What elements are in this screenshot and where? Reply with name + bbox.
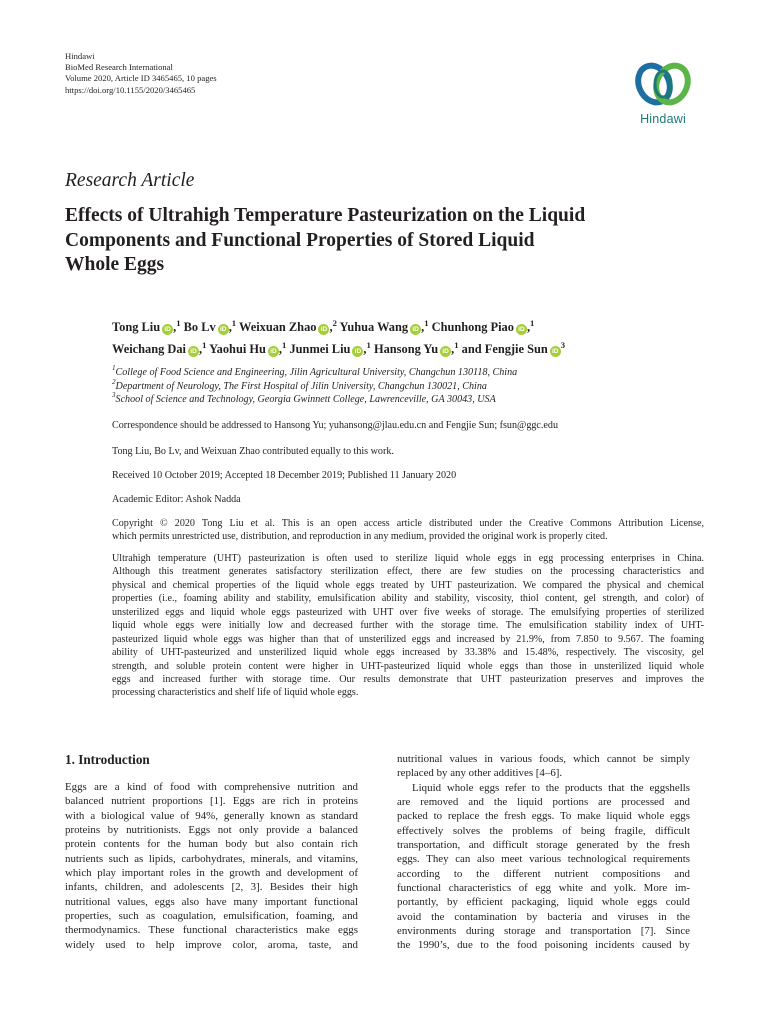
affiliations [112, 366, 712, 407]
article-type: Research Article [65, 170, 195, 191]
affiliation-item [112, 366, 712, 380]
body-line: infants, children, and adolescents [2, 3]. Besides their high [65, 881, 358, 894]
body-line: nutritional values in various foods, which cannot be simply [397, 753, 690, 765]
author-conjunction: and [461, 341, 485, 356]
hindawi-rings-icon [632, 58, 694, 110]
author-name[interactable]: Weixuan Zhao [239, 320, 317, 334]
orcid-icon[interactable]: iD [410, 324, 421, 335]
orcid-icon[interactable]: iD [516, 324, 527, 335]
body-line: properties, such as coagulation, emulsification, foaming, and [65, 910, 358, 923]
author-affiliation-sup: 1 [202, 339, 207, 350]
author-name[interactable]: Hansong Yu [373, 341, 439, 356]
author-name[interactable]: Junmei Liu [289, 341, 351, 356]
abstract-line: physical and chemical properties of the liquid whole eggs treated by UHT pasteurization. We compared the physical and chemical [112, 579, 704, 591]
orcid-icon[interactable]: iD [550, 346, 561, 357]
volume-info: Volume 2020, Article ID 3465465, 10 pages [65, 73, 217, 84]
body-line: according to the different nutrient compositions and [397, 867, 690, 880]
author-affiliation-sup: 1 [231, 318, 237, 328]
body-line: eggs. They can also meet various technological requirements [397, 853, 690, 866]
affiliation-item [112, 377, 712, 394]
body-line: proteins by nutritionists. Eggs not only provide a balanced [65, 824, 358, 837]
author-affiliation-sup: 2 [332, 318, 337, 328]
abstract-line: Ultrahigh temperature (UHT) pasteurization is often used to sterilize liquid whole eggs in egg processing enterprises in China. [112, 553, 704, 564]
copyright-line: Copyright © 2020 Tong Liu et al. This is an open access article distributed under the Creative Commons Attribution License, [112, 518, 704, 529]
body-line: thermodynamics. These functional characteristics make eggs [65, 924, 358, 937]
body-line: avoid the contamination by bacteria and viruses in the [397, 910, 690, 923]
affiliation-number: 3 [112, 391, 116, 400]
orcid-icon[interactable]: iD [352, 346, 363, 357]
author-name[interactable]: Yaohui Hu [209, 341, 266, 356]
body-line: the 1990’s, due to the food poisoning incidents caused by [397, 939, 690, 952]
body-line: are removed and the liquid portions are processed and [397, 796, 690, 809]
copyright-statement [112, 517, 704, 544]
affiliation-text: College of Food Science and Engineering, Jilin Agricultural University, Changchun 130118, China [115, 367, 518, 378]
hindawi-logo [628, 58, 698, 138]
article-title [65, 204, 715, 278]
orcid-icon[interactable]: iD [268, 346, 279, 357]
author-line: Weichang Dai iD ,$^1$ Yaohui Hu iD ,$^1$ Junmei Liu iD ,$^1$ Hansong Yu iD ,$^1$ and Fengjie Sun $iD^3$ [112, 339, 566, 356]
affiliation-text: School of Science and Technology, Georgia Gwinnett College, Lawrenceville, GA 30043, USA [115, 394, 496, 406]
author-name[interactable]: Fengjie Sun [484, 341, 548, 356]
orcid-icon[interactable]: iD [218, 324, 229, 335]
equal-contribution-note: Tong Liu, Bo Lv, and Weixuan Zhao contributed equally to this work. [112, 446, 394, 457]
body-line: balanced nutrient proportions [1]. Eggs are rich in proteins [65, 795, 358, 808]
body-line: transportation, and difficult storage generated by the fresh [397, 839, 690, 852]
abstract-line: properties (i.e., foaming ability and stability, emulsification ability and stability, viscosity, thiol content, gel strength, and color) of [112, 593, 704, 605]
author-affiliation-sup: 1 [176, 318, 181, 328]
title-line: Whole Eggs [65, 254, 165, 275]
orcid-icon[interactable]: iD [188, 346, 199, 357]
correspondence-note: Correspondence should be addressed to Hansong Yu; yuhansong@jlau.edu.cn and Fengjie Sun; fsun@ggc.edu [112, 420, 558, 431]
section-heading: 1. Introduction [65, 752, 150, 767]
journal-name: BioMed Research International [65, 62, 173, 73]
author-name[interactable]: Chunhong Piao [431, 320, 514, 334]
orcid-icon[interactable]: iD [162, 324, 173, 335]
orcid-icon[interactable]: iD [440, 346, 451, 357]
body-line: replaced by any other additives [4–6]. [397, 767, 563, 780]
abstract-line: processing characteristics and shelf life of liquid whole eggs. [112, 687, 359, 699]
abstract-line: eggs and increased further with storage time. Our results demonstrate that UHT pasteurization preserves and improves the [112, 673, 704, 685]
abstract-line: pasteurized liquid whole eggs was higher than that of unsterilized eggs and increased by 21.9%, from 7.850 to 9.567. The foaming [112, 633, 704, 645]
publisher-name: Hindawi [65, 51, 95, 61]
journal-header [65, 51, 217, 96]
logo-text: Hindawi [640, 112, 686, 126]
abstract-line: strength, and soluble protein content were higher in UHT-pasteurized liquid whole eggs than those in unsterilized liquid whole [112, 660, 704, 672]
copyright-line: which permits unrestricted use, distribution, and reproduction in any medium, provided the original work is properly cited. [112, 531, 608, 543]
author-name[interactable]: Bo Lv [183, 320, 216, 334]
body-line: packed to replace the fresh eggs. To make liquid whole eggs [397, 810, 690, 823]
body-line: widely used to help improve color, aroma, taste, and [65, 938, 358, 951]
body-line: protein contents for the human body but also contain rich [65, 838, 358, 851]
body-line: effectively solves the problems of being fragile, difficult [397, 824, 690, 837]
author-name[interactable]: Weichang Dai [112, 341, 187, 356]
title-line: Components and Functional Properties of Stored Liquid [65, 229, 535, 251]
abstract [112, 552, 704, 700]
author-affiliation-sup: 3 [560, 339, 566, 350]
affiliation-item [112, 393, 712, 407]
body-line: Liquid whole eggs refer to the products that the eggshells [412, 781, 690, 794]
body-column-left [65, 780, 358, 952]
body-line: functional characteristics of egg white and yolk. More im- [397, 882, 690, 895]
title-line: Effects of Ultrahigh Temperature Pasteurization on the Liquid [65, 205, 586, 226]
affiliation-number: 2 [112, 377, 116, 386]
author-affiliation-sup: 1 [454, 339, 459, 350]
affiliation-text: Department of Neurology, The First Hospital of Jilin University, Changchun 130021, China [115, 380, 487, 392]
author-list [112, 317, 712, 360]
author-affiliation-sup: 1 [366, 339, 371, 350]
author-affiliation-sup: 1 [424, 318, 429, 328]
affiliation-number: 1 [112, 364, 116, 372]
body-line: which play important roles in the growth and development of [65, 867, 358, 880]
abstract-line: liquid whole eggs were initially low and decreased further with the storage time. The emulsification stability index of UHT- [112, 620, 704, 632]
author-affiliation-sup: 1 [282, 339, 287, 350]
author-line: Tong Liu iD ,$^1$ Bo Lv iD ,$^1$ Weixuan Zhao iD ,$^2$ Yuhua Wang iD ,$^1$ Chunhong Piao iD ,$^1$ [112, 318, 535, 334]
body-line: nutrients such as lipids, carbohydrates, minerals, and vitamins, [65, 852, 358, 865]
body-line: portantly, by efficient packaging, liquid whole eggs could [397, 896, 690, 909]
body-line: environments during storage and transportation [7]. Since [397, 925, 690, 938]
body-line: Eggs are a kind of food with comprehensive nutrition and [65, 781, 358, 793]
abstract-line: Although this treatment generates satisfactory sterilization effect, there are few studies on the processing characteristics and [112, 566, 704, 578]
orcid-icon[interactable]: iD [318, 324, 329, 335]
doi-link[interactable]: https://doi.org/10.1155/2020/3465465 [65, 84, 196, 95]
publication-dates: Received 10 October 2019; Accepted 18 December 2019; Published 11 January 2020 [112, 470, 457, 481]
body-line: nutritional values, eggs also have many important functional [65, 895, 358, 908]
body-column-right [397, 752, 690, 953]
abstract-line: unsterilized eggs and liquid whole eggs pasteurized with UHT over five weeks of storage. The emulsifying properties of sterilized [112, 606, 704, 618]
author-affiliation-sup: 1 [530, 318, 535, 328]
author-name[interactable]: Tong Liu [112, 320, 161, 334]
author-name[interactable]: Yuhua Wang [339, 320, 409, 334]
body-line: with a biological value of 94%, generally known as standard [65, 809, 358, 822]
abstract-line: ability of UHT-pasteurized and unsterilized liquid whole eggs increased by 33.38% and 15.48%, respectively. The viscosity, gel [112, 647, 704, 659]
academic-editor: Academic Editor: Ashok Nadda [112, 494, 241, 505]
